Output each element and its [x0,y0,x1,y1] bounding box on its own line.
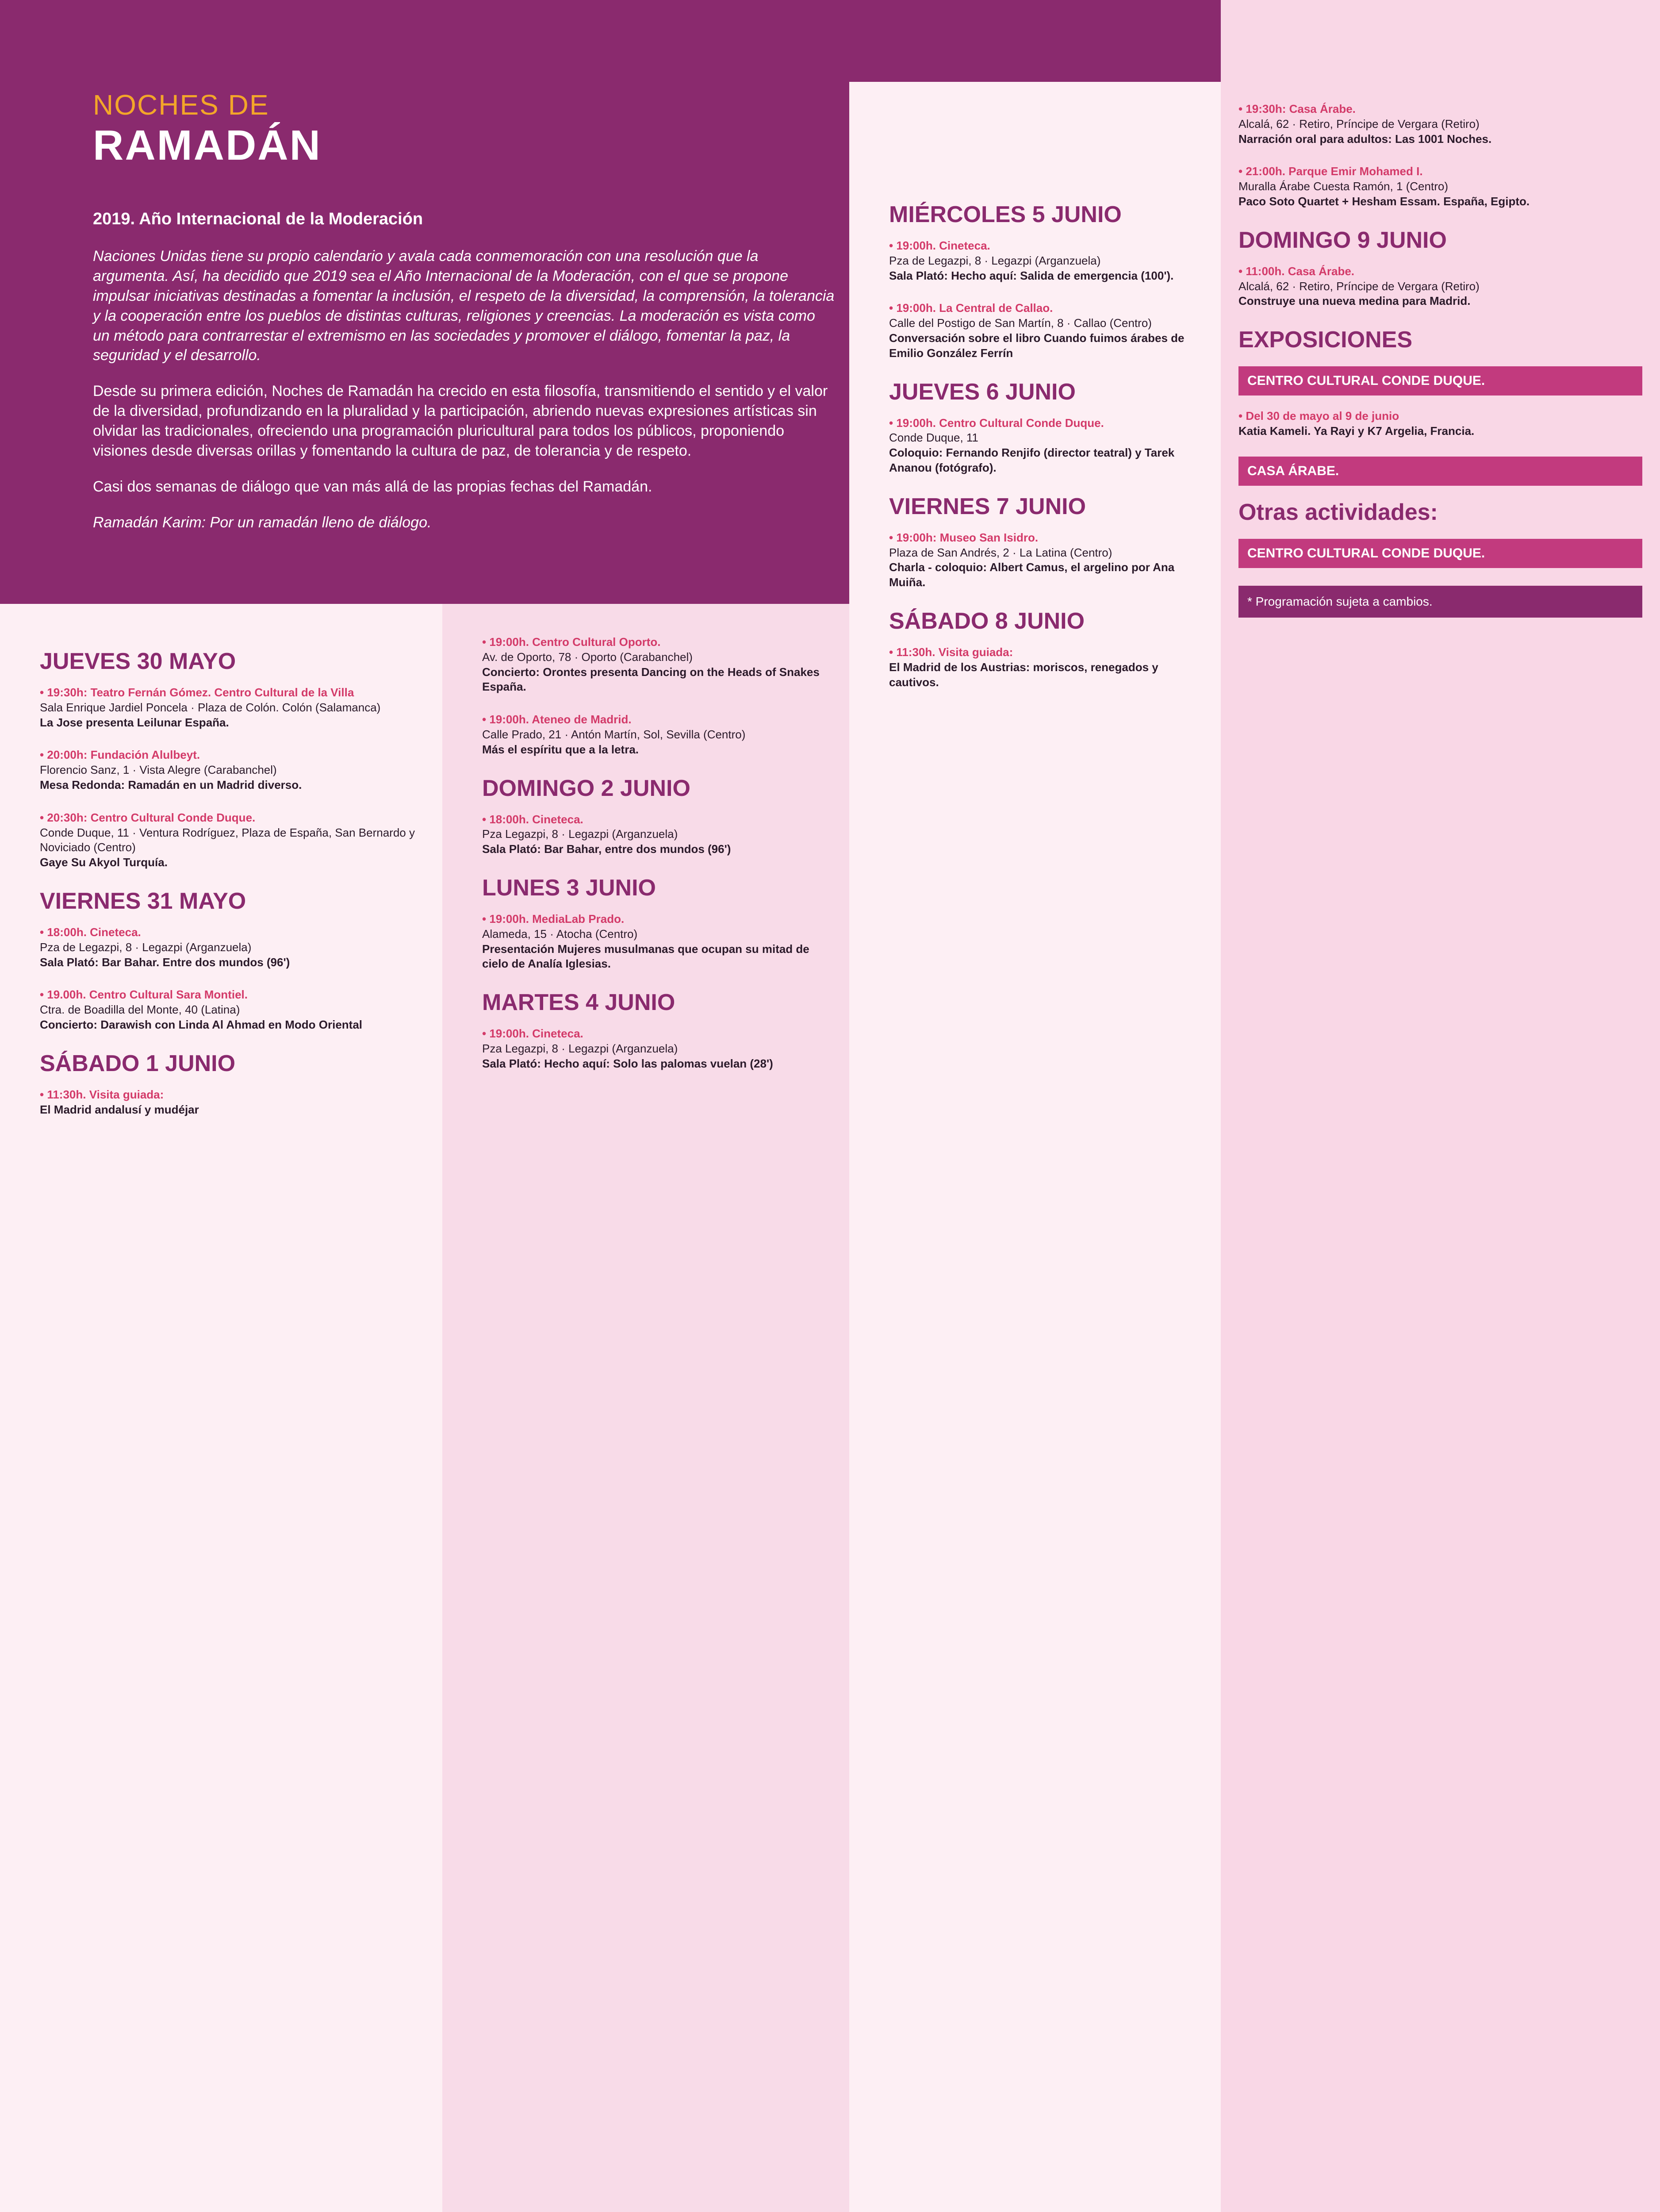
event-title: Presentación Mujeres musulmanas que ocupan su mitad de cielo de Analía Iglesias. [482,942,809,971]
event-title: Sala Plató: Hecho aquí: Solo las palomas vuelan (28') [482,1056,773,1070]
intro-p3: Casi dos semanas de diálogo que van más allá de las propias fechas del Ramadán. [93,478,652,495]
event-time: • 20:30h: Centro Cultural Conde Duque. [40,810,256,824]
event-place: Pza Legazpi, 8 · Legazpi (Arganzuela) [482,1041,678,1055]
day-heading: DOMINGO 9 JUNIO [1238,227,1447,253]
event-time: • 11:30h. Visita guiada: [40,1087,164,1101]
event [40,748,420,792]
event-place: Ctra. de Boadilla del Monte, 40 (Latina) [40,1003,240,1017]
day-heading: VIERNES 31 MAYO [40,888,246,914]
event-title: El Madrid de los Austrias: moriscos, renegados y cautivos. [889,660,1158,689]
event-place: Pza Legazpi, 8 · Legazpi (Arganzuela) [482,827,678,841]
event-time: • Del 30 de mayo al 9 de junio [1238,409,1399,423]
event-title: Conversación sobre el libro Cuando fuimos árabes de Emilio González Ferrín [889,331,1185,360]
event [1238,102,1642,146]
day-heading: MIÉRCOLES 5 JUNIO [889,202,1122,227]
event-title: El Madrid andalusí y mudéjar [40,1102,199,1116]
event-place: Plaza de San Andrés, 2 · La Latina (Centro) [889,545,1112,559]
event [889,530,1199,590]
column-1 [0,604,442,2212]
event-time: • 18:00h. Cineteca. [40,925,141,939]
event-time: • 19:00h. MediaLab Prado. [482,912,625,926]
changes-note: * Programación sujeta a cambios. [1238,586,1642,618]
intro-p2: Desde su primera edición, Noches de Ramadán ha crecido en esta filosofía, transmitiendo el sentido y el valor de la diversidad, profundizando en la pluralidad y la participación, abriendo nuevas expresiones artísticas sin olvidar las tradicionales, ofreciendo una programación pluricultural para todos los públicos, proponiendo visiones desde diversas orillas y fomentando la cultura de paz, de tolerancia y de respeto. [93,383,828,459]
event [1238,409,1642,439]
event-time: • 19:00h. La Central de Callao. [889,301,1053,315]
event [40,1087,420,1118]
section-bar: CENTRO CULTURAL CONDE DUQUE. [1238,366,1642,396]
day-heading: JUEVES 30 MAYO [40,649,236,674]
event-title: Mesa Redonda: Ramadán en un Madrid diverso. [40,778,302,791]
event-title: Sala Plató: Bar Bahar. Entre dos mundos (96') [40,955,290,969]
event-title: Sala Plató: Hecho aquí: Salida de emergencia (100'). [889,269,1174,282]
section-bar: CASA ÁRABE. [1238,457,1642,486]
event-place: Av. de Oporto, 78 · Oporto (Carabanchel) [482,650,693,664]
event-title: Construye una nueva medina para Madrid. [1238,294,1471,308]
event-title: Más el espíritu que a la letra. [482,742,639,756]
event [889,238,1199,283]
event [482,912,827,972]
event-place: Sala Enrique Jardiel Poncela · Plaza de Colón. Colón (Salamanca) [40,700,381,714]
column-4 [1221,0,1660,2212]
event-time: • 21:00h. Parque Emir Mohamed I. [1238,165,1423,178]
event [40,925,420,970]
event-time: • 20:00h: Fundación Alulbeyt. [40,748,200,762]
event-place: Muralla Árabe Cuesta Ramón, 1 (Centro) [1238,180,1448,193]
event-title: Paco Soto Quartet + Hesham Essam. España, Egipto. [1238,194,1530,208]
event-title: Sala Plató: Bar Bahar, entre dos mundos (96') [482,842,731,856]
event-place: Calle Prado, 21 · Antón Martín, Sol, Sevilla (Centro) [482,727,746,741]
intro-p4: Ramadán Karim: Por un ramadán lleno de diálogo. [93,514,432,531]
event-title: Katia Kameli. Ya Rayi y K7 Argelia, Francia. [1238,424,1475,438]
day-heading: DOMINGO 2 JUNIO [482,775,690,801]
day-heading: MARTES 4 JUNIO [482,990,675,1016]
event-place: Florencio Sanz, 1 · Vista Alegre (Carabanchel) [40,763,277,777]
header-line2: RAMADÁN [93,122,322,169]
event-time: • 11:30h. Visita guiada: [889,645,1013,659]
event-time: • 18:00h. Cineteca. [482,812,583,826]
event-title: Charla - coloquio: Albert Camus, el argelino por Ana Muiña. [889,561,1175,589]
event-title: Narración oral para adultos: Las 1001 Noches. [1238,132,1492,146]
event [482,812,827,857]
event-title: Concierto: Orontes presenta Dancing on the Heads of Snakes España. [482,665,820,694]
event [889,416,1199,476]
event-time: • 19.00h. Centro Cultural Sara Montiel. [40,988,248,1002]
event-time: • 11:00h. Casa Árabe. [1238,264,1355,278]
event-place: Conde Duque, 11 · Ventura Rodríguez, Plaza de España, San Bernardo y Noviciado (Centro) [40,826,415,854]
event-time: • 19:30h: Casa Árabe. [1238,102,1356,115]
column-2 [442,604,849,2212]
event-place: Alcalá, 62 · Retiro, Príncipe de Vergara (Retiro) [1238,117,1480,131]
event-place: Alameda, 15 · Atocha (Centro) [482,927,638,941]
event-time: • 19:00h. Centro Cultural Oporto. [482,635,661,649]
event [40,685,420,730]
event-place: Calle del Postigo de San Martín, 8 · Callao (Centro) [889,316,1152,330]
event [889,645,1199,690]
event [482,635,827,695]
event-time: • 19:00h. Cineteca. [482,1027,583,1041]
event-time: • 19:30h: Teatro Fernán Gómez. Centro Cultural de la Villa [40,686,354,699]
event-time: • 19:00h. Centro Cultural Conde Duque. [889,416,1104,430]
event [482,1026,827,1071]
exhibitions-heading: EXPOSICIONES [1238,327,1412,353]
intro-p1: Naciones Unidas tiene su propio calendario y avala cada conmemoración con una resolución que la argumenta. Así, ha decidido que 2019 sea el Año Internacional de la Moderación, con el que se propone impulsar iniciativas destinadas a fomentar la inclusión, el respeto de la diversidad, la comprensión, la tolerancia y la cooperación entre los pueblos de distintas culturas, religiones y creencias. La moderación es vista como un método para contrarrestar el extremismo en las sociedades y promover el diálogo, fomentar la paz, la seguridad y el desarrollo. [93,248,835,364]
other-activities-heading: Otras actividades: [1238,499,1438,525]
event-time: • 19:00h. Cineteca. [889,239,990,252]
event-place: Pza de Legazpi, 8 · Legazpi (Arganzuela) [40,940,252,954]
event-title: La Jose presenta Leilunar España. [40,715,229,729]
event-title: Gaye Su Akyol Turquía. [40,856,168,869]
event-title: Concierto: Darawish con Linda Al Ahmad en Modo Oriental [40,1018,363,1031]
column-3 [849,82,1221,2212]
header-line1: NOCHES DE [93,89,269,121]
event-place: Alcalá, 62 · Retiro, Príncipe de Vergara (Retiro) [1238,279,1480,293]
event-time: • 19:00h: Museo San Isidro. [889,530,1039,544]
day-heading: SÁBADO 8 JUNIO [889,608,1085,634]
event [40,987,420,1032]
event [889,301,1199,361]
day-heading: SÁBADO 1 JUNIO [40,1050,236,1076]
event [482,712,827,757]
event-title: Coloquio: Fernando Renjifo (director teatral) y Tarek Ananou (fotógrafo). [889,446,1175,474]
event-time: • 19:00h. Ateneo de Madrid. [482,713,632,726]
day-heading: VIERNES 7 JUNIO [889,493,1086,519]
day-heading: LUNES 3 JUNIO [482,875,656,901]
event [40,810,420,870]
event [1238,264,1642,309]
event-place: Pza de Legazpi, 8 · Legazpi (Arganzuela) [889,253,1101,267]
day-heading: JUEVES 6 JUNIO [889,379,1076,405]
intro-subtitle: 2019. Año Internacional de la Moderación [93,210,423,228]
event-place: Conde Duque, 11 [889,431,978,445]
event [1238,164,1642,209]
section-bar: CENTRO CULTURAL CONDE DUQUE. [1238,539,1642,568]
